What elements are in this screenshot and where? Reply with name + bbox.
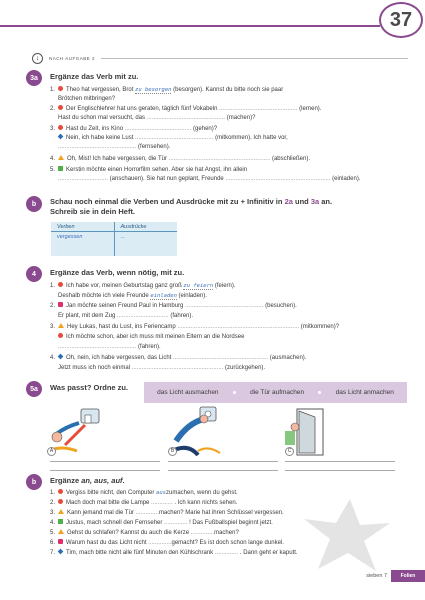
table-cell-ausdruecke: ... (114, 232, 178, 256)
section-label: NACH AUFGABE 2 (49, 56, 96, 61)
yellow-triangle-icon (58, 509, 64, 514)
red-dot-icon (58, 499, 63, 504)
exercise-tag-3a: 3a (26, 70, 42, 86)
pink-square-icon (58, 302, 63, 307)
ex4-line-4: 4. Oh, nein, ich habe vergessen, das Licht ......................................................... (ausmachen). (50, 355, 307, 361)
red-dot-icon (58, 105, 63, 110)
red-dot-icon (58, 489, 63, 494)
red-dot-icon (58, 86, 63, 91)
handwritten-answer: aus (156, 490, 166, 496)
ex3a-line-3b: Nein, ich habe keine Lust ............................................... (mitkommen). Ich hatte vor, (50, 134, 288, 142)
table-cell-verben: vergessen (57, 234, 83, 240)
arrow-down-icon: ↓ (32, 53, 43, 64)
answer-line-c2[interactable] (285, 470, 395, 471)
ex3a-line-3: 3. Hast du Zeit, ins Kino ........................................ (gehen)? (50, 126, 218, 132)
ex3a-line-5: 5. Kerstin möchte einen Horrorfilm sehen. Aber sie hat Angst, ihn allein (50, 167, 248, 173)
ex4-line-2b: Er plant, mit dem Zug ............................... (fahren). (58, 313, 194, 319)
ex3a-line-4: 4. Oh, Mist! Ich habe vergessen, die Tür ............................................................. (abschließen). (50, 156, 310, 162)
green-square-icon (58, 519, 63, 524)
ex4-line-3b: Ich möchte schon, aber ich muss mit meinen Eltern an die Nordsee (50, 333, 244, 341)
light-switch-illustration (168, 405, 238, 460)
yellow-triangle-icon (58, 155, 64, 160)
header-rule (0, 25, 380, 27)
exercise-tag-5b: b (26, 474, 42, 490)
yellow-triangle-icon (58, 529, 64, 534)
ex4-line-4b: Jetzt muss ich noch einmal ....................................................... (zurückgehen). (58, 365, 266, 371)
illustration-b (168, 405, 238, 460)
illustration-c (285, 405, 355, 460)
ex3a-line-2b: Hast du schon mal versucht, das ............................................... (machen)? (58, 115, 256, 121)
ex5b-line-1: 1. Vergiss bitte nicht, den Computer auszumachen, wenn du gehst. (50, 490, 238, 496)
exercise-tag-5a: 5a (26, 381, 42, 397)
ex4-line-3c: ............................................... (fahren). (58, 344, 161, 350)
green-square-icon (58, 166, 63, 171)
door-illustration (285, 405, 355, 460)
word-option-3[interactable]: das Licht anmachen (335, 389, 394, 396)
word-option-2[interactable]: die Tür aufmachen (250, 389, 305, 396)
exercise-3a-title: Ergänze das Verb mit zu. (50, 72, 139, 81)
word-option-1[interactable]: das Licht ausmachen (157, 389, 219, 396)
answer-line-a[interactable] (50, 461, 160, 462)
answer-line-b[interactable] (168, 461, 278, 462)
ex5b-line-7: 7. Tim, mach bitte nicht alle fünf Minuten den Kühlschrank .............. . Dann geht er kaputt. (50, 550, 298, 556)
ex4-line-1b: Deshalb möchte ich viele Freunde einladen (einladen). (58, 293, 207, 299)
red-dot-icon (58, 282, 63, 287)
label-a: A (47, 447, 56, 456)
answer-line-c[interactable] (285, 461, 395, 462)
exercise-5a-title: Was passt? Ordne zu. (50, 383, 129, 392)
star-watermark (300, 495, 392, 575)
red-dot-icon (58, 333, 63, 338)
exercise-3b-title: Schau noch einmal die Verben und Ausdrücke mit zu + Infinitiv in 2a und 3a an. Schreib sie in dein Heft. (50, 197, 333, 216)
blue-diamond-icon (58, 134, 64, 140)
handwritten-answer: zu feiern (183, 283, 214, 289)
ex3a-line-1b: Brötchen mitbringen? (58, 96, 116, 102)
ex5b-line-3: 3. Kann jemand mal die Tür ..............machen? Marie hat ihren Schlüssel vergessen. (50, 510, 284, 516)
ex3a-line-1: 1. Theo hat vergessen, Brot zu besorgen (besorgen). Kannst du bitte noch sie paar (50, 87, 284, 93)
yellow-triangle-icon (58, 323, 64, 328)
label-b: B (168, 447, 177, 456)
label-c: C (285, 447, 294, 456)
table-header-verben: Verben (57, 224, 75, 230)
table-header-ausdruecke: Ausdrücke (114, 222, 178, 231)
section-rule (101, 58, 408, 59)
ex4-line-1: 1. Ich habe vor, meinen Geburtstag ganz groß zu feiern (feiern). (50, 283, 236, 289)
exercise-4-title: Ergänze das Verb, wenn nötig, mit zu. (50, 268, 185, 277)
word-bank (144, 382, 407, 403)
section-header (32, 53, 408, 64)
ex5b-line-2: 2. Mach doch mal bitte die Lampe ............. . Ich kann nichts sehen. (50, 500, 238, 506)
ex4-line-2: 2. Jan möchte seinen Freund Paul in Hamburg ............................................... (besuchen). (50, 303, 297, 309)
handwritten-answer: zu besorgen (135, 87, 172, 93)
verb-table (51, 222, 177, 256)
ex4-line-3: 3. Hey Lukas, hast du Lust, ins Feriencamp ......................................................................... (mitkommen)? (50, 324, 340, 330)
blue-diamond-icon (58, 549, 64, 555)
ex3a-line-2: 2. Der Englischlehrer hat uns geraten, täglich fünf Vokabeln ............................................... (lernen). (50, 106, 322, 112)
answer-line-a2[interactable] (50, 470, 160, 471)
exercise-tag-4: 4 (26, 266, 42, 282)
ex5b-line-6: 6. Warum hast du das Licht nicht ..............gemacht? Es ist doch schon lange dunkel. (50, 540, 284, 546)
ex3a-line-5b: .............................. (anschauen). Sie hat nun geplant, Freunde ............................................................... (einladen). (58, 176, 361, 182)
exercise-tag-3b: b (26, 196, 42, 212)
handwritten-answer: einladen (150, 293, 177, 299)
ex3a-line-3c: ............................................... (fernsehen). (58, 144, 171, 150)
ex5b-line-5: 5. Gehst du schlafen? Kannst du auch die Kerze ..............machen? (50, 530, 239, 536)
answer-line-b2[interactable] (168, 470, 278, 471)
page-number: 37 (379, 2, 423, 38)
exercise-5b-title: Ergänze an, aus, auf. (50, 476, 125, 485)
blue-diamond-icon (58, 354, 64, 360)
page-footer: sieben 7 (366, 573, 387, 579)
pink-square-icon (58, 539, 63, 544)
footer-badge: Folien (391, 570, 425, 582)
red-dot-icon (58, 125, 63, 130)
ex5b-line-4: 4. Justus, mach schnell den Fernseher .............. ! Das Fußballspiel beginnt jetzt. (50, 520, 273, 526)
